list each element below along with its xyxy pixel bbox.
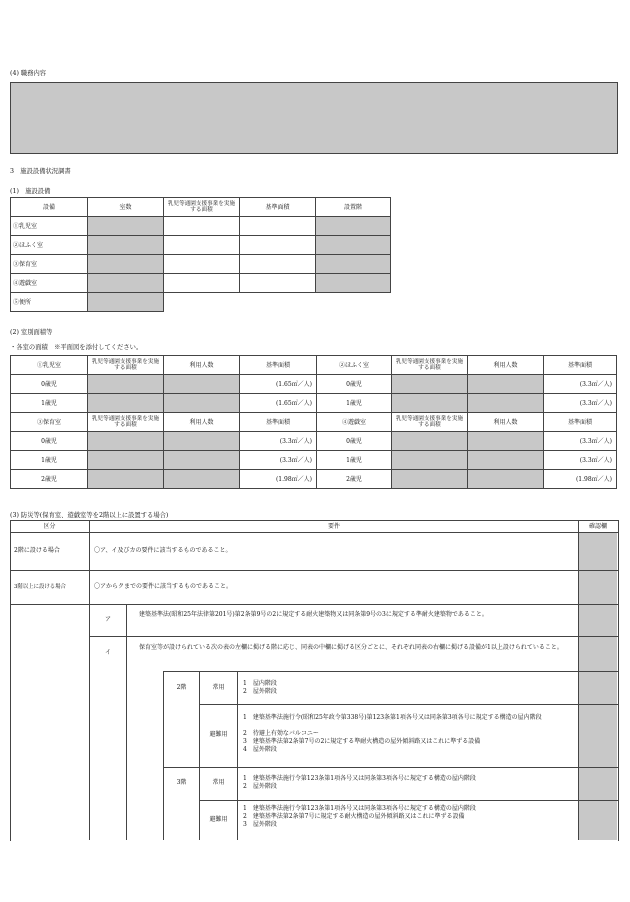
age-label: 0歳児 [317, 375, 392, 394]
floor2-text: 〇ア、イ及びカの要件に該当するものであること。 [94, 547, 232, 554]
divider [199, 800, 618, 801]
area-input[interactable] [392, 470, 468, 489]
rooms-input[interactable] [88, 293, 164, 312]
users-input[interactable] [164, 375, 240, 394]
col-category: 区分 [43, 523, 56, 530]
area-input[interactable] [88, 451, 164, 470]
area-input[interactable] [392, 375, 468, 394]
i-check[interactable] [579, 637, 617, 671]
users-input[interactable] [164, 470, 240, 489]
age-label: 1歳児 [317, 451, 392, 470]
divider [126, 604, 127, 840]
std-area: (3.3㎡／人) [544, 394, 617, 413]
divider [163, 671, 618, 672]
col-equipment: 設備 [11, 198, 88, 217]
facility-heading: 3 施設設備状況調書 [10, 168, 71, 175]
col-users: 利用人数 [468, 356, 544, 375]
area-input[interactable] [164, 274, 240, 293]
f3-usual-1: 1 建築基準法施行令第123条第1項各号又は同条第3項各号に規定する構造の屋内階段 [243, 775, 476, 782]
table-row [11, 394, 617, 413]
area-input[interactable] [392, 394, 468, 413]
usual-label: 常用 [212, 779, 225, 786]
std-area-input[interactable] [240, 274, 316, 293]
divider [163, 671, 164, 840]
divider [199, 671, 200, 840]
f2-evac-4: 4 屋外階段 [243, 746, 277, 753]
divider [199, 704, 618, 705]
col-users: 利用人数 [164, 356, 240, 375]
table-row [11, 451, 617, 470]
col-area: 乳児等通園支援事業を実施する面積 [88, 356, 164, 375]
f2-evac-3: 3 建築基準法第2条第7号の2に規定する準耐火構造の屋外傾斜路又はこれに準ずる設備 [243, 738, 481, 745]
std-area: (1.98㎡／人) [240, 470, 317, 489]
duties-heading: (4) 職務内容 [10, 70, 47, 77]
area-input[interactable] [88, 432, 164, 451]
col-users: 利用人数 [164, 413, 240, 432]
table-row [11, 470, 617, 489]
duties-input-area[interactable] [10, 82, 618, 154]
rooms-input[interactable] [88, 255, 164, 274]
area-input[interactable] [88, 394, 164, 413]
std-area: (3.3㎡／人) [240, 432, 317, 451]
equipment-name: ③保育室 [11, 255, 88, 274]
floor-input[interactable] [316, 274, 391, 293]
col-users: 利用人数 [468, 413, 544, 432]
divider [10, 604, 618, 605]
users-input[interactable] [468, 394, 544, 413]
rooms-input[interactable] [88, 274, 164, 293]
users-input[interactable] [164, 394, 240, 413]
a-text: 建築基準法(昭和25年法律第201号)第2条第9号の2に規定する耐火建築物又は同条第9号の3に規定する準耐火建築物であること。 [139, 611, 488, 618]
divider [163, 767, 618, 768]
equipment-name: ⑤便所 [11, 293, 88, 312]
table-row [11, 274, 391, 293]
f2-usual-check[interactable] [579, 672, 617, 704]
table-row [11, 375, 617, 394]
f3-usual-check[interactable] [579, 768, 617, 800]
col-std-area: 基準面積 [240, 356, 317, 375]
floor-input[interactable] [316, 255, 391, 274]
age-label: 0歳児 [11, 432, 88, 451]
blank-cell [316, 293, 391, 312]
table-row [11, 432, 617, 451]
age-label: 1歳児 [317, 394, 392, 413]
area-input[interactable] [392, 451, 468, 470]
equipment-name: ①乳児室 [11, 217, 88, 236]
std-area: (1.65㎡／人) [240, 394, 317, 413]
area-header-row [11, 356, 617, 375]
area-table [10, 355, 617, 489]
std-area-input[interactable] [240, 217, 316, 236]
divider [89, 520, 90, 840]
a-mark: ア [104, 616, 111, 623]
col-rooms: 室数 [88, 198, 164, 217]
age-label: 2歳児 [317, 470, 392, 489]
f3-evac-1: 1 建築基準法施行令第123条第1項各号又は同条第3項各号に規定する構造の屋内階段 [243, 805, 476, 812]
col-requirement: 要件 [327, 523, 340, 530]
col-floor: 設置階 [316, 198, 391, 217]
room-title: ③保育室 [11, 413, 88, 432]
f3-evac-2: 2 建築基準法第2条第7号に規定する耐火構造の屋外傾斜路又はこれに準ずる設備 [243, 813, 465, 820]
evac-label: 避難用 [209, 731, 228, 738]
col-check: 確認欄 [588, 523, 607, 530]
age-label: 1歳児 [11, 451, 88, 470]
f3-evac-check[interactable] [579, 801, 617, 840]
col-area: 乳児等通園支援事業を実施する面積 [164, 198, 240, 217]
f2-usual-2: 2 屋外階段 [243, 688, 277, 695]
std-area: (3.3㎡／人) [544, 375, 617, 394]
floor2-label: 2階に設ける場合 [14, 547, 60, 554]
age-label: 2歳児 [11, 470, 88, 489]
users-input[interactable] [468, 470, 544, 489]
std-area-input[interactable] [240, 236, 316, 255]
area-input[interactable] [392, 432, 468, 451]
f2-usual-1: 1 屋内階段 [243, 680, 277, 687]
room-title: ②ほふく室 [317, 356, 392, 375]
divider [10, 532, 618, 533]
std-area-input[interactable] [240, 255, 316, 274]
area-input[interactable] [88, 375, 164, 394]
floor-2f: 2階 [176, 684, 187, 691]
room-title: ④遊戯室 [317, 413, 392, 432]
i-text: 保育室等が設けられている次の表の左欄に掲げる階に応じ、同表の中欄に掲げる区分ごとに、それぞれ同表の右欄に掲げる設備が1以上設けられていること。 [139, 644, 563, 651]
col-std-area: 基準面積 [240, 198, 316, 217]
floor-input[interactable] [316, 217, 391, 236]
equipment-heading: (1) 施設設備 [10, 188, 51, 195]
divider [10, 570, 618, 571]
divider [237, 671, 238, 840]
table-row [11, 217, 391, 236]
a-check[interactable] [579, 605, 617, 636]
f3-evac-3: 3 屋外階段 [243, 821, 277, 828]
room-title: ①乳児室 [11, 356, 88, 375]
col-area: 乳児等通園支援事業を実施する面積 [392, 356, 468, 375]
col-std-area: 基準面積 [544, 413, 617, 432]
users-input[interactable] [164, 432, 240, 451]
col-area: 乳児等通園支援事業を実施する面積 [88, 413, 164, 432]
rooms-input[interactable] [88, 236, 164, 255]
blank-cell [164, 293, 240, 312]
area-header-row [11, 413, 617, 432]
area-input[interactable] [164, 217, 240, 236]
col-std-area: 基準面積 [544, 356, 617, 375]
std-area: (3.3㎡／人) [544, 451, 617, 470]
age-label: 1歳児 [11, 394, 88, 413]
i-mark: イ [104, 649, 111, 656]
equipment-name: ②ほふく室 [11, 236, 88, 255]
table-row [11, 293, 391, 312]
area-note: ・各室の面積 ※平面図を添付してください。 [10, 344, 143, 351]
std-area: (3.3㎡／人) [240, 451, 317, 470]
users-input[interactable] [468, 451, 544, 470]
area-heading: (2) 室別面積等 [10, 329, 53, 336]
area-input[interactable] [88, 470, 164, 489]
col-std-area: 基準面積 [240, 413, 317, 432]
floor-input[interactable] [316, 236, 391, 255]
usual-label: 常用 [212, 684, 225, 691]
blank-cell [240, 293, 316, 312]
evac-label: 避難用 [209, 816, 228, 823]
equipment-table [10, 197, 391, 312]
col-area: 乳児等通園支援事業を実施する面積 [392, 413, 468, 432]
users-input[interactable] [164, 451, 240, 470]
age-label: 0歳児 [11, 375, 88, 394]
divider [89, 636, 618, 637]
std-area: (1.65㎡／人) [240, 375, 317, 394]
f2-evac-2: 2 待避上有効なバルコニー [243, 730, 319, 737]
table-row [11, 236, 391, 255]
f2-evac-check[interactable] [579, 705, 617, 767]
floor3-text: 〇アからクまでの要件に該当するものであること。 [94, 583, 233, 590]
std-area: (3.3㎡／人) [544, 432, 617, 451]
floor-3f: 3階 [176, 779, 187, 786]
users-input[interactable] [468, 432, 544, 451]
fire-table-frame [10, 520, 619, 841]
users-input[interactable] [468, 375, 544, 394]
floor3-check[interactable] [579, 571, 617, 604]
floor2-check[interactable] [579, 533, 617, 570]
area-input[interactable] [164, 255, 240, 274]
equipment-name: ④遊戯室 [11, 274, 88, 293]
age-label: 0歳児 [317, 432, 392, 451]
fire-heading: (3) 防災等(保育室、遊戯室等を2階以上に設置する場合) [10, 512, 169, 519]
f2-evac-1: 1 建築基準法施行令(昭和25年政令第338号)第123条第1項各号又は同条第3項各号に規定する構造の屋内階段 [243, 714, 542, 721]
table-row [11, 255, 391, 274]
f3-usual-2: 2 屋外階段 [243, 783, 277, 790]
floor3-label: 3階以上に設ける場合 [14, 584, 66, 590]
std-area: (1.98㎡／人) [544, 470, 617, 489]
rooms-input[interactable] [88, 217, 164, 236]
area-input[interactable] [164, 236, 240, 255]
